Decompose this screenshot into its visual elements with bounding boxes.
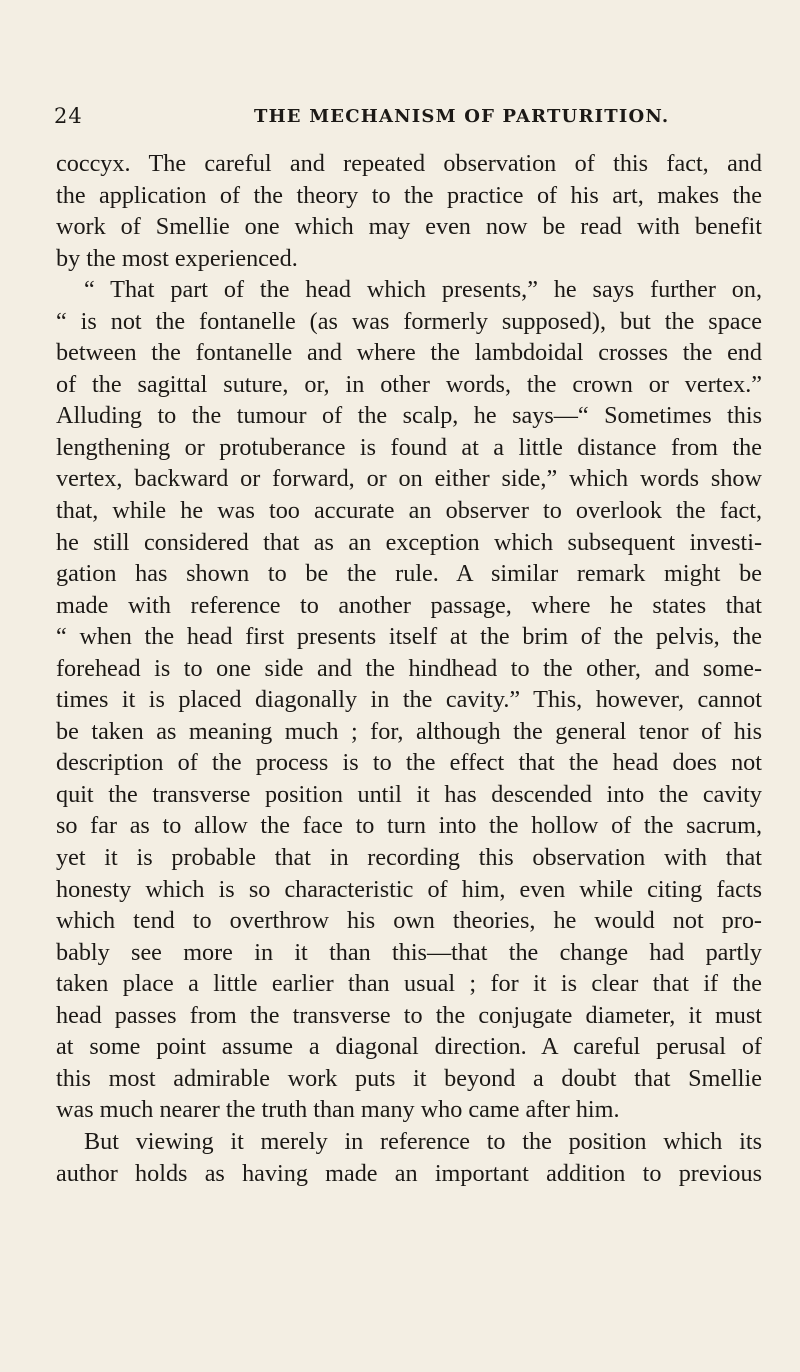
- page-number: 24: [54, 104, 83, 128]
- text-line: “ is not the fontanelle (as was formerly supposed), but the space: [56, 307, 762, 335]
- text-line: by the most experienced.: [56, 244, 298, 272]
- text-line: the application of the theory to the practice of his art, makes the: [56, 181, 762, 209]
- text-line: at some point assume a diagonal direction. A careful perusal of: [56, 1033, 762, 1061]
- text-line: “ when the head first presents itself at the brim of the pelvis, the: [56, 623, 762, 651]
- text-line: gation has shown to be the rule. A similar remark might be: [56, 560, 762, 588]
- text-line: Alluding to the tumour of the scalp, he says—“ Sometimes this: [56, 402, 762, 430]
- text-line: bably see more in it than this—that the change had partly: [56, 938, 762, 966]
- text-line: quit the transverse position until it has descended into the cavity: [56, 780, 762, 808]
- text-line: be taken as meaning much ; for, although the general tenor of his: [56, 717, 762, 745]
- text-line: made with reference to another passage, where he states that: [56, 591, 762, 619]
- text-line: vertex, backward or forward, or on either side,” which words show: [56, 465, 762, 493]
- text-line: of the sagittal suture, or, in other words, the crown or vertex.”: [56, 370, 762, 398]
- text-line: description of the process is to the effect that the head does not: [56, 749, 762, 777]
- text-line: lengthening or protuberance is found at a little distance from the: [56, 433, 762, 461]
- text-line: he still considered that as an exception which subsequent investi-: [56, 528, 762, 556]
- body-text: [56, 148, 762, 1189]
- text-line: yet it is probable that in recording this observation with that: [56, 844, 762, 872]
- text-line: was much nearer the truth than many who came after him.: [56, 1096, 620, 1124]
- text-line: between the fontanelle and where the lambdoidal crosses the end: [56, 339, 762, 367]
- text-line: head passes from the transverse to the conjugate diameter, it must: [56, 1001, 762, 1029]
- running-title: THE MECHANISM OF PARTURITION.: [254, 106, 670, 127]
- text-line: work of Smellie one which may even now be read with benefit: [56, 213, 762, 241]
- text-line: which tend to overthrow his own theories, he would not pro-: [56, 907, 762, 935]
- text-line: taken place a little earlier than usual ; for it is clear that if the: [56, 970, 762, 998]
- text-line: But viewing it merely in reference to the position which its: [84, 1127, 762, 1155]
- text-line: this most admirable work puts it beyond a doubt that Smellie: [56, 1064, 762, 1092]
- text-line: forehead is to one side and the hindhead to the other, and some-: [56, 654, 762, 682]
- text-line: honesty which is so characteristic of him, even while citing facts: [56, 875, 762, 903]
- page-header: [54, 104, 754, 134]
- text-line: that, while he was too accurate an observer to overlook the fact,: [56, 497, 762, 525]
- text-line: so far as to allow the face to turn into the hollow of the sacrum,: [56, 812, 762, 840]
- text-line: author holds as having made an important addition to previous: [56, 1159, 762, 1187]
- text-line: coccyx. The careful and repeated observation of this fact, and: [56, 150, 762, 177]
- text-line: “ That part of the head which presents,” he says further on,: [84, 276, 762, 304]
- text-line: times it is placed diagonally in the cavity.” This, however, cannot: [56, 686, 762, 714]
